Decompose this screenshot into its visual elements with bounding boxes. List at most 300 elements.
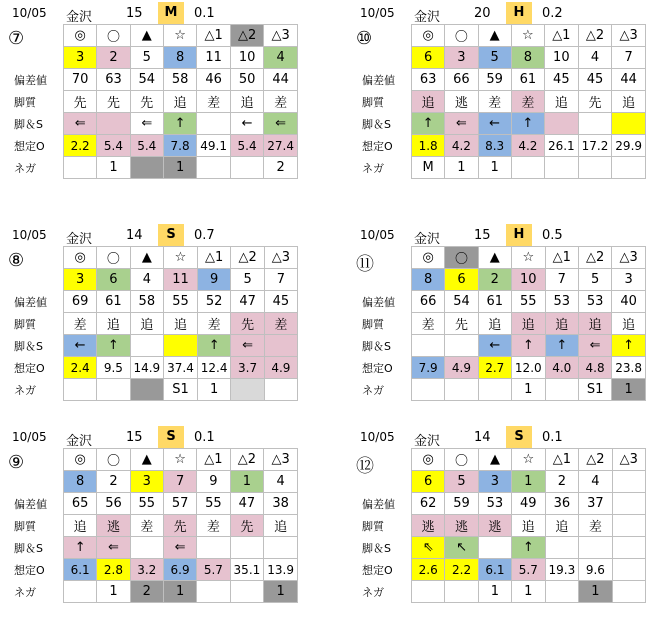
running-style-cell: 追: [612, 91, 646, 113]
field-size: 15: [126, 430, 143, 445]
horse-number-cell: 5: [130, 47, 163, 69]
odds-row: [412, 357, 646, 379]
nega-cell: [264, 379, 297, 401]
horse-number-cell: 1: [512, 471, 545, 493]
deviation-cell: 53: [545, 291, 578, 313]
arrow-cell: [264, 335, 297, 357]
mark-cell: △1: [197, 247, 231, 269]
horse-number-cell: 9: [197, 269, 231, 291]
odds-cell: 6.9: [163, 559, 196, 581]
odds-cell: 2.2: [64, 135, 97, 157]
deviation-row: [64, 69, 298, 91]
race-place: 金沢: [414, 434, 441, 449]
nega-cell: [130, 379, 164, 401]
horse-number-cell: 7: [545, 269, 578, 291]
race-grade: S: [158, 426, 184, 448]
arrow-cell: ↑: [64, 537, 97, 559]
odds-row: [64, 357, 298, 379]
horse-number-cell: 5: [578, 269, 611, 291]
row-label: 脚質: [14, 96, 36, 109]
race-grid: [411, 24, 646, 179]
race-header: [356, 426, 646, 448]
race-value: 0.5: [542, 228, 563, 243]
nega-cell: [230, 581, 264, 603]
arrow-cell: [445, 335, 478, 357]
odds-cell: 1.8: [412, 135, 445, 157]
horse-number-cell: 4: [130, 269, 164, 291]
race-date: 10/05: [360, 228, 395, 242]
running-style-cell: 追: [612, 313, 646, 335]
race-grade: S: [506, 426, 532, 448]
horse-number-row: [412, 47, 646, 69]
nega-cell: [64, 379, 97, 401]
odds-cell: 2.2: [445, 559, 478, 581]
nega-row: [64, 379, 298, 401]
odds-cell: 6.1: [64, 559, 97, 581]
horse-number-cell: 5: [478, 47, 511, 69]
nega-cell: 1: [478, 157, 511, 179]
running-style-cell: [612, 515, 645, 537]
arrow-cell: [412, 335, 445, 357]
deviation-row: [412, 493, 646, 515]
running-style-row: [64, 313, 298, 335]
nega-cell: 1: [197, 379, 231, 401]
horse-number-cell: 2: [97, 471, 130, 493]
nega-row: [412, 379, 646, 401]
nega-cell: [97, 379, 130, 401]
arrow-cell: ↑: [163, 113, 196, 135]
row-label: 想定O: [362, 362, 393, 375]
running-style-cell: 追: [97, 313, 130, 335]
running-style-cell: 差: [511, 91, 544, 113]
race-date: 10/05: [12, 228, 47, 242]
nega-cell: [578, 157, 612, 179]
horse-number-cell: 6: [412, 471, 445, 493]
horse-number-cell: 8: [163, 47, 196, 69]
odds-cell: 5.7: [512, 559, 545, 581]
race-grid: [63, 246, 298, 401]
nega-cell: [412, 379, 445, 401]
running-style-cell: 先: [97, 91, 130, 113]
deviation-cell: 70: [64, 69, 97, 91]
odds-cell: 7.8: [163, 135, 196, 157]
running-style-cell: 追: [578, 313, 611, 335]
deviation-cell: 53: [578, 291, 611, 313]
mark-cell: 〇: [445, 247, 478, 269]
horse-number-row: [64, 47, 298, 69]
odds-cell: 19.3: [545, 559, 579, 581]
odds-cell: 4.9: [264, 357, 297, 379]
race-value: 0.1: [194, 6, 215, 21]
odds-cell: 6.1: [478, 559, 511, 581]
mark-cell: 〇: [445, 25, 478, 47]
race-date: 10/05: [12, 430, 47, 444]
mark-cell: ☆: [164, 247, 198, 269]
nega-cell: [545, 157, 579, 179]
mark-cell: ◎: [412, 247, 445, 269]
nega-cell: [445, 379, 478, 401]
deviation-cell: 56: [97, 493, 130, 515]
horse-number-row: [64, 471, 298, 493]
race-place: 金沢: [66, 232, 93, 247]
deviation-cell: 58: [163, 69, 196, 91]
odds-cell: 23.8: [612, 357, 646, 379]
mark-row: [64, 247, 298, 269]
nega-cell: 1: [579, 581, 612, 603]
odds-cell: 9.5: [97, 357, 130, 379]
arrow-cell: ⇐: [130, 113, 163, 135]
horse-number-cell: [612, 471, 645, 493]
running-style-cell: 先: [578, 91, 612, 113]
race-place: 金沢: [66, 10, 93, 25]
nega-cell: [478, 379, 511, 401]
mark-cell: ☆: [512, 449, 545, 471]
arrow-cell: ←: [478, 113, 511, 135]
arrow-cell: ⇐: [231, 335, 264, 357]
horse-number-cell: 3: [130, 471, 163, 493]
mark-cell: △3: [264, 25, 298, 47]
deviation-cell: 55: [130, 493, 163, 515]
horse-number-cell: 6: [97, 269, 130, 291]
running-style-cell: 追: [64, 515, 97, 537]
running-style-row: [412, 515, 646, 537]
deviation-cell: [612, 493, 645, 515]
race-grid: [63, 448, 298, 603]
arrow-cell: ↑: [545, 335, 578, 357]
mark-cell: 〇: [445, 449, 478, 471]
race-grade: M: [158, 2, 184, 24]
mark-cell: △3: [612, 25, 646, 47]
row-label: 想定O: [362, 140, 393, 153]
horse-number-cell: 7: [264, 269, 297, 291]
nega-cell: [197, 581, 230, 603]
mark-cell: ☆: [163, 25, 196, 47]
odds-cell: 5.4: [130, 135, 163, 157]
running-style-cell: 差: [197, 515, 230, 537]
odds-row: [64, 135, 298, 157]
arrow-cell: ←: [64, 335, 97, 357]
odds-cell: [612, 559, 645, 581]
mark-cell: △3: [612, 449, 645, 471]
nega-cell: [612, 157, 646, 179]
deviation-cell: 55: [164, 291, 198, 313]
arrow-cell: ⇐: [578, 335, 611, 357]
horse-number-cell: 3: [445, 47, 478, 69]
deviation-cell: 54: [130, 69, 163, 91]
nega-row: [412, 157, 646, 179]
arrow-cell: ⇐: [264, 113, 298, 135]
row-label: ネガ: [14, 162, 36, 175]
race-header: [8, 224, 298, 246]
running-style-cell: 逃: [445, 91, 478, 113]
mark-cell: ▲: [130, 247, 164, 269]
arrow-cell: [264, 537, 298, 559]
nega-cell: [130, 157, 163, 179]
nega-row: [64, 581, 298, 603]
nega-cell: 1: [163, 157, 196, 179]
arrow-cell: ↑: [197, 335, 231, 357]
row-label: 偏差値: [362, 296, 395, 309]
horse-number-cell: 10: [511, 269, 545, 291]
mark-cell: △2: [579, 449, 612, 471]
horse-number-cell: 3: [64, 269, 97, 291]
mark-cell: ◎: [412, 449, 445, 471]
arrow-row: [412, 335, 646, 357]
running-style-row: [412, 313, 646, 335]
mark-cell: ◎: [64, 25, 97, 47]
field-size: 15: [126, 6, 143, 21]
deviation-cell: 54: [445, 291, 478, 313]
mark-cell: △1: [197, 449, 230, 471]
odds-cell: 17.2: [578, 135, 612, 157]
arrow-cell: ⇐: [163, 537, 196, 559]
deviation-cell: 69: [64, 291, 97, 313]
race-number: ⑪: [356, 254, 374, 275]
nega-cell: 1: [478, 581, 511, 603]
row-label: ネガ: [362, 384, 384, 397]
arrow-cell: [478, 537, 511, 559]
row-label: 想定O: [14, 564, 45, 577]
deviation-cell: 66: [445, 69, 478, 91]
row-label: 偏差値: [14, 498, 47, 511]
horse-number-cell: 1: [230, 471, 264, 493]
odds-cell: 3.2: [130, 559, 163, 581]
row-label: 脚＆S: [14, 542, 43, 555]
nega-cell: [64, 581, 97, 603]
race-value: 0.1: [542, 430, 563, 445]
mark-cell: △2: [231, 247, 264, 269]
running-style-cell: 追: [545, 91, 579, 113]
arrow-row: [412, 113, 646, 135]
deviation-cell: 36: [545, 493, 579, 515]
deviation-cell: 38: [264, 493, 298, 515]
race-place: 金沢: [66, 434, 93, 449]
mark-row: [412, 247, 646, 269]
race-grade: H: [506, 224, 532, 246]
odds-cell: 7.9: [412, 357, 445, 379]
arrow-cell: [612, 113, 646, 135]
horse-number-cell: 4: [264, 471, 298, 493]
running-style-cell: 追: [163, 91, 196, 113]
arrow-cell: [130, 537, 163, 559]
running-style-row: [412, 91, 646, 113]
arrow-cell: [230, 537, 264, 559]
mark-cell: ☆: [511, 247, 545, 269]
nega-cell: [612, 581, 645, 603]
horse-number-cell: 10: [230, 47, 263, 69]
nega-cell: 1: [264, 581, 298, 603]
odds-cell: 29.9: [612, 135, 646, 157]
mark-cell: ▲: [130, 449, 163, 471]
deviation-cell: 46: [197, 69, 231, 91]
deviation-cell: 45: [578, 69, 612, 91]
horse-number-cell: 6: [412, 47, 445, 69]
mark-cell: ◎: [412, 25, 445, 47]
running-style-cell: 追: [512, 515, 545, 537]
deviation-cell: 47: [231, 291, 264, 313]
mark-cell: △2: [230, 449, 264, 471]
arrow-cell: ←: [230, 113, 263, 135]
running-style-cell: 先: [230, 515, 264, 537]
horse-number-cell: 11: [164, 269, 198, 291]
arrow-cell: ↑: [97, 335, 130, 357]
running-style-cell: 追: [545, 515, 579, 537]
nega-cell: 2: [264, 157, 298, 179]
mark-cell: ▲: [478, 247, 511, 269]
mark-cell: ☆: [511, 25, 544, 47]
running-style-cell: 逃: [412, 515, 445, 537]
running-style-cell: 先: [445, 313, 478, 335]
running-style-cell: 先: [163, 515, 196, 537]
arrow-row: [64, 335, 298, 357]
arrow-cell: ↖: [445, 537, 478, 559]
row-label: 脚質: [362, 96, 384, 109]
arrow-cell: [545, 537, 579, 559]
arrow-cell: ↑: [511, 335, 545, 357]
arrow-cell: [197, 113, 231, 135]
row-label: 偏差値: [14, 74, 47, 87]
odds-cell: 4.9: [445, 357, 478, 379]
row-label: 想定O: [14, 140, 45, 153]
nega-cell: M: [412, 157, 445, 179]
deviation-cell: 44: [264, 69, 298, 91]
nega-cell: 1: [512, 581, 545, 603]
running-style-cell: 追: [230, 91, 263, 113]
horse-number-row: [412, 471, 646, 493]
row-label: 脚質: [362, 318, 384, 331]
odds-cell: 5.4: [230, 135, 263, 157]
arrow-cell: [164, 335, 198, 357]
nega-cell: S1: [578, 379, 611, 401]
running-style-cell: 差: [264, 313, 297, 335]
deviation-row: [412, 69, 646, 91]
horse-number-cell: 4: [579, 471, 612, 493]
odds-row: [64, 559, 298, 581]
running-style-cell: 逃: [445, 515, 478, 537]
odds-cell: 2.7: [478, 357, 511, 379]
mark-cell: ▲: [130, 25, 163, 47]
mark-row: [412, 449, 646, 471]
horse-number-row: [64, 269, 298, 291]
nega-cell: [545, 581, 579, 603]
deviation-cell: 47: [230, 493, 264, 515]
deviation-cell: 40: [612, 291, 646, 313]
deviation-cell: 61: [511, 69, 544, 91]
nega-cell: 2: [130, 581, 163, 603]
deviation-cell: 37: [579, 493, 612, 515]
race-grid: [411, 448, 646, 603]
row-label: 偏差値: [14, 296, 47, 309]
arrow-cell: ↑: [511, 113, 544, 135]
odds-cell: 2.6: [412, 559, 445, 581]
nega-cell: [511, 157, 544, 179]
odds-cell: 14.9: [130, 357, 164, 379]
odds-cell: 4.2: [511, 135, 544, 157]
race-number: ⑧: [8, 250, 25, 271]
odds-cell: 12.0: [511, 357, 545, 379]
race-value: 0.7: [194, 228, 215, 243]
nega-cell: [231, 379, 264, 401]
deviation-cell: 63: [97, 69, 130, 91]
mark-row: [64, 449, 298, 471]
running-style-cell: 追: [545, 313, 578, 335]
deviation-cell: 66: [412, 291, 445, 313]
mark-cell: 〇: [97, 247, 130, 269]
odds-cell: 49.1: [197, 135, 231, 157]
arrow-cell: ⇖: [412, 537, 445, 559]
row-label: 偏差値: [362, 498, 395, 511]
running-style-cell: 先: [231, 313, 264, 335]
horse-number-cell: 2: [545, 471, 579, 493]
odds-cell: 37.4: [164, 357, 198, 379]
mark-cell: △3: [264, 449, 298, 471]
deviation-cell: 57: [163, 493, 196, 515]
running-style-cell: 追: [130, 313, 164, 335]
race-date: 10/05: [12, 6, 47, 20]
running-style-cell: 差: [412, 313, 445, 335]
deviation-cell: 61: [97, 291, 130, 313]
odds-cell: 35.1: [230, 559, 264, 581]
nega-cell: [445, 581, 478, 603]
arrow-cell: [578, 113, 612, 135]
row-label: 脚質: [14, 520, 36, 533]
race-value: 0.2: [542, 6, 563, 21]
arrow-cell: [612, 537, 645, 559]
deviation-row: [64, 291, 298, 313]
deviation-cell: 63: [412, 69, 445, 91]
horse-number-cell: 4: [264, 47, 298, 69]
race-value: 0.1: [194, 430, 215, 445]
arrow-cell: [197, 537, 230, 559]
horse-number-cell: 6: [445, 269, 478, 291]
nega-cell: 1: [511, 379, 545, 401]
mark-cell: ◎: [64, 449, 97, 471]
horse-number-cell: 2: [478, 269, 511, 291]
row-label: ネガ: [14, 586, 36, 599]
row-label: 脚＆S: [14, 118, 43, 131]
odds-cell: 2.4: [64, 357, 97, 379]
running-style-cell: 追: [164, 313, 198, 335]
row-label: ネガ: [14, 384, 36, 397]
horse-number-cell: 7: [612, 47, 646, 69]
nega-cell: 1: [97, 157, 130, 179]
horse-number-cell: 11: [197, 47, 231, 69]
row-label: ネガ: [362, 586, 384, 599]
horse-number-row: [412, 269, 646, 291]
mark-cell: △3: [264, 247, 297, 269]
arrow-row: [64, 537, 298, 559]
running-style-cell: 追: [478, 313, 511, 335]
horse-number-cell: 2: [97, 47, 130, 69]
horse-number-cell: 4: [578, 47, 612, 69]
nega-cell: 1: [445, 157, 478, 179]
race-grid: [411, 246, 646, 401]
mark-row: [412, 25, 646, 47]
field-size: 20: [474, 6, 491, 21]
race-grade: H: [506, 2, 532, 24]
row-label: 脚質: [14, 318, 36, 331]
running-style-cell: 先: [64, 91, 97, 113]
deviation-cell: 59: [478, 69, 511, 91]
horse-number-cell: 5: [445, 471, 478, 493]
row-label: 想定O: [362, 564, 393, 577]
field-size: 15: [474, 228, 491, 243]
race-header: [356, 224, 646, 246]
arrow-row: [64, 113, 298, 135]
horse-number-cell: 3: [64, 47, 97, 69]
horse-number-cell: 10: [545, 47, 579, 69]
arrow-cell: ↑: [412, 113, 445, 135]
